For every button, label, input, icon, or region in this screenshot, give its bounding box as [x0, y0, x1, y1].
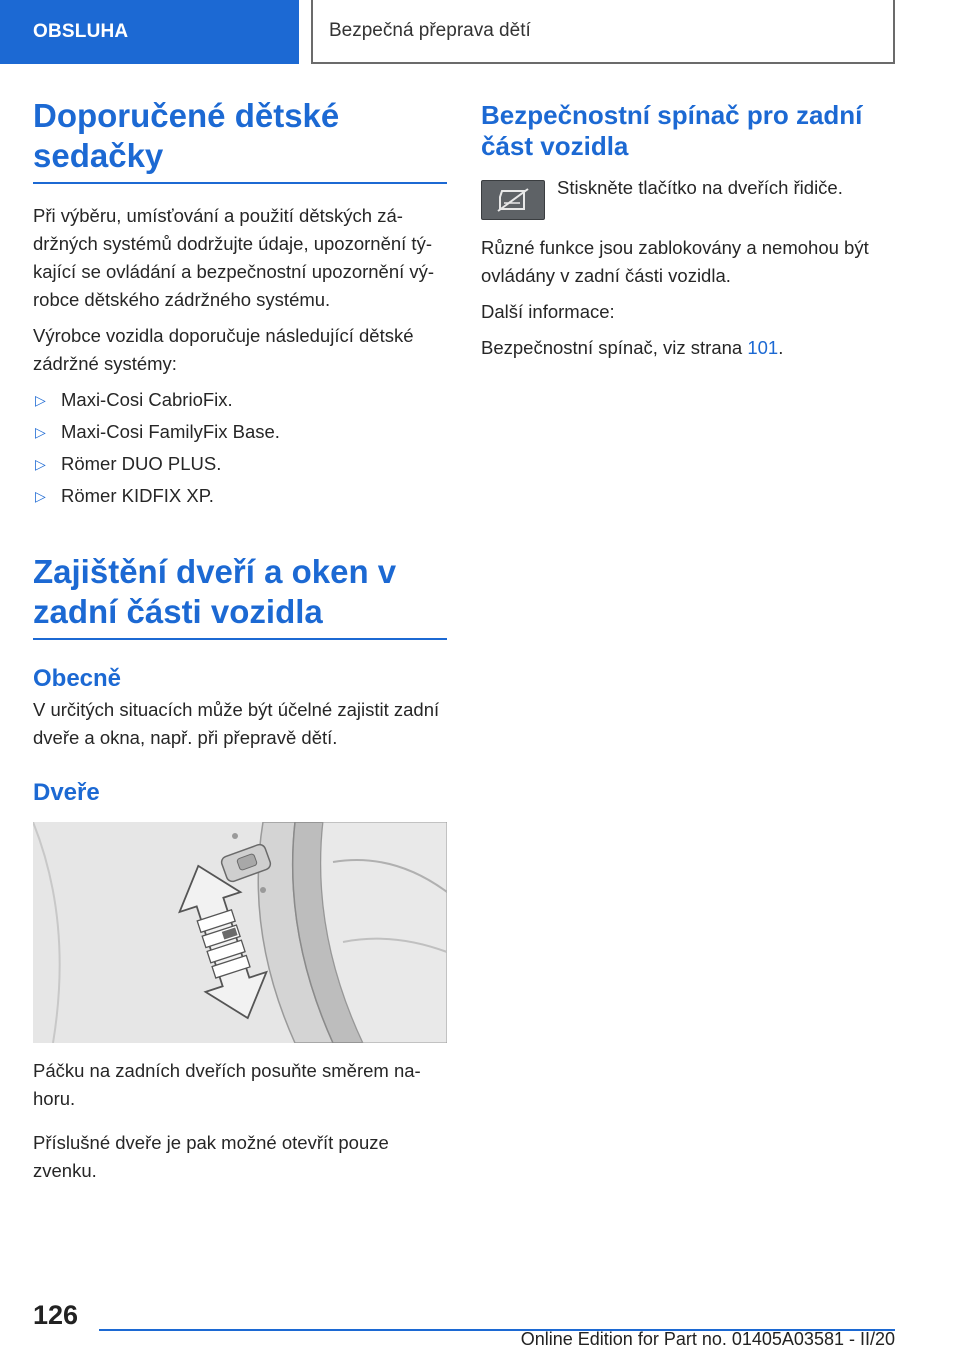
list-item: ▷ Römer DUO PLUS.	[33, 448, 447, 480]
door-lever-illustration	[33, 822, 447, 1043]
paragraph-door-opening: Příslušné dveře je pak možné otevřít pouze zvenku.	[33, 1132, 389, 1181]
paragraph-lever-instruction: Páčku na zadních dveřích posuňte směrem nahoru.	[33, 1060, 421, 1109]
list-item: ▷ Maxi-Cosi CabrioFix.	[33, 384, 447, 416]
left-column	[33, 96, 447, 1185]
list-item: ▷ Maxi-Cosi FamilyFix Base.	[33, 416, 447, 448]
window-lock-switch-icon	[481, 180, 545, 220]
section-title: OBSLUHA	[33, 21, 129, 42]
paragraph-more-info: Další informace:	[481, 301, 615, 322]
heading-general: Obecně	[33, 665, 122, 692]
recommended-seats-list	[33, 384, 447, 512]
edition-info: Online Edition for Part no. 01405A03581 - II/20	[520, 1329, 895, 1349]
page-number: 126	[33, 1300, 79, 1330]
triangle-right-icon: ▷	[35, 424, 46, 440]
triangle-right-icon: ▷	[35, 456, 46, 472]
chapter-header	[311, 0, 895, 64]
paragraph-reference: Bezpečnostní spínač, viz strana 101.	[481, 337, 784, 358]
heading-doors: Dveře	[33, 779, 100, 806]
heading-door-window-lock: Zajištění dveří a oken v zadní části vozidla	[33, 552, 447, 640]
paragraph-child-seat-usage: Při výběru, umísťování a použití dětských zádržných systémů dodržujte údaje, upozornění týkající se ovládání a bezpečnostní upozornění výrobce dětského zádržného systému.	[33, 205, 435, 310]
heading-safety-switch: Bezpečnostní spínač pro zadní část vozidla	[481, 100, 863, 161]
paragraph-general: V určitých situacích může být účelné zajistit zadní dveře a okna, např. při přepravě dětí.	[33, 699, 440, 748]
triangle-right-icon: ▷	[35, 488, 46, 504]
chapter-title: Bezpečná přeprava dětí	[329, 20, 531, 41]
page-reference-link[interactable]: 101	[747, 337, 779, 358]
section-tab	[0, 0, 299, 64]
paragraph-blocked-functions: Různé funkce jsou zablokovány a nemohou být ovládány v zadní části vozidla.	[481, 237, 869, 286]
list-item: ▷ Römer KIDFIX XP.	[33, 480, 447, 512]
paragraph-press-button: Stiskněte tlačítko na dveřích řidiče.	[557, 178, 843, 198]
triangle-right-icon: ▷	[35, 392, 46, 408]
heading-child-seats: Doporučené dětské sedačky	[33, 96, 447, 184]
switch-instruction-row	[481, 178, 895, 220]
right-column	[481, 100, 895, 362]
paragraph-recommendation: Výrobce vozidla doporučuje následující dětské zádržné systémy:	[33, 325, 414, 374]
